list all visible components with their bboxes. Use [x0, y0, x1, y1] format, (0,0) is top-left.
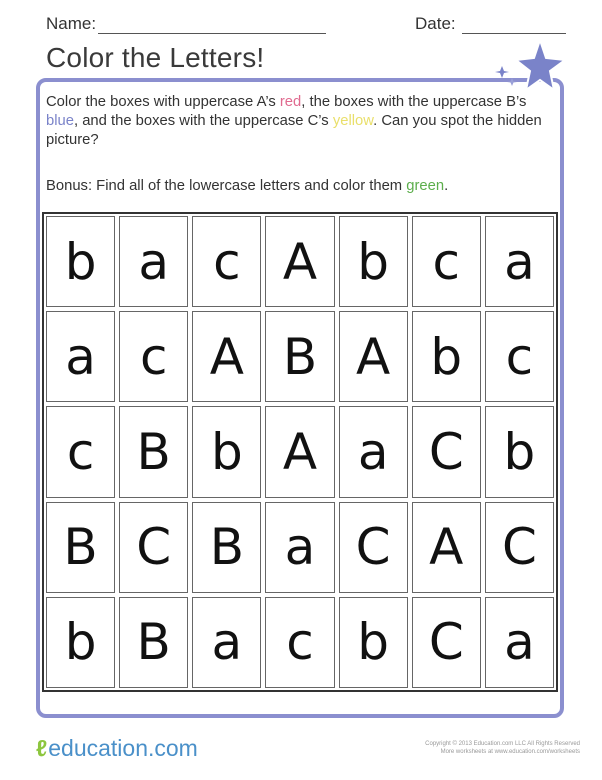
red-word: red: [279, 94, 302, 110]
letter-cell[interactable]: b: [46, 216, 115, 307]
green-word: green: [406, 178, 445, 194]
letter-cell[interactable]: A: [339, 311, 408, 402]
instructions-part: , and the boxes with the uppercase C’s: [73, 113, 333, 129]
bonus-text: [46, 178, 556, 194]
name-field-line[interactable]: [98, 33, 326, 34]
letter-cell[interactable]: B: [119, 597, 188, 688]
letter-cell[interactable]: a: [485, 597, 554, 688]
date-field-line[interactable]: [462, 33, 566, 34]
letter-cell[interactable]: c: [192, 216, 261, 307]
letter-cell[interactable]: C: [485, 502, 554, 593]
instructions-part: , the boxes with the uppercase B’s: [301, 94, 527, 110]
leaf-icon: ℓ: [36, 735, 48, 761]
education-logo[interactable]: [36, 735, 198, 762]
letter-cell[interactable]: c: [119, 311, 188, 402]
instructions-part: . Can you spot the hidden picture?: [46, 113, 542, 148]
copyright-line: More worksheets at www.education.com/worksheets: [440, 749, 580, 755]
page-title: Color the Letters!: [46, 42, 265, 73]
letter-cell[interactable]: B: [119, 406, 188, 497]
letter-cell[interactable]: B: [46, 502, 115, 593]
name-label: Name:: [46, 14, 97, 33]
letter-cell[interactable]: a: [192, 597, 261, 688]
letter-cell[interactable]: A: [192, 311, 261, 402]
letter-cell[interactable]: C: [339, 502, 408, 593]
letter-cell[interactable]: a: [46, 311, 115, 402]
letter-grid: [42, 212, 558, 692]
copyright-text: [390, 740, 580, 756]
letter-cell[interactable]: b: [412, 311, 481, 402]
copyright-line: Copyright © 2013 Education.com LLC All Rights Reserved: [425, 741, 580, 747]
letter-cell[interactable]: C: [412, 597, 481, 688]
letter-cell[interactable]: a: [119, 216, 188, 307]
instructions-text: [46, 93, 556, 150]
letter-cell[interactable]: A: [265, 406, 334, 497]
bonus-part: .: [444, 178, 449, 194]
letter-cell[interactable]: C: [412, 406, 481, 497]
letter-cell[interactable]: c: [485, 311, 554, 402]
letter-cell[interactable]: B: [265, 311, 334, 402]
logo-text: education.com: [48, 735, 198, 761]
letter-cell[interactable]: b: [485, 406, 554, 497]
letter-cell[interactable]: c: [265, 597, 334, 688]
letter-cell[interactable]: a: [485, 216, 554, 307]
letter-cell[interactable]: B: [192, 502, 261, 593]
letter-cell[interactable]: a: [339, 406, 408, 497]
letter-cell[interactable]: c: [46, 406, 115, 497]
letter-cell[interactable]: a: [265, 502, 334, 593]
letter-cell[interactable]: b: [339, 216, 408, 307]
letter-cell[interactable]: C: [119, 502, 188, 593]
date-label: Date:: [415, 14, 456, 33]
bonus-part: Bonus: Find all of the lowercase letters and color them: [46, 178, 407, 194]
instructions-part: Color the boxes with uppercase A’s: [46, 94, 280, 110]
letter-cell[interactable]: c: [412, 216, 481, 307]
letter-cell[interactable]: b: [192, 406, 261, 497]
letter-cell[interactable]: b: [339, 597, 408, 688]
letter-cell[interactable]: A: [265, 216, 334, 307]
blue-word: blue: [46, 113, 74, 129]
letter-cell[interactable]: b: [46, 597, 115, 688]
yellow-word: yellow: [332, 113, 374, 129]
letter-cell[interactable]: A: [412, 502, 481, 593]
